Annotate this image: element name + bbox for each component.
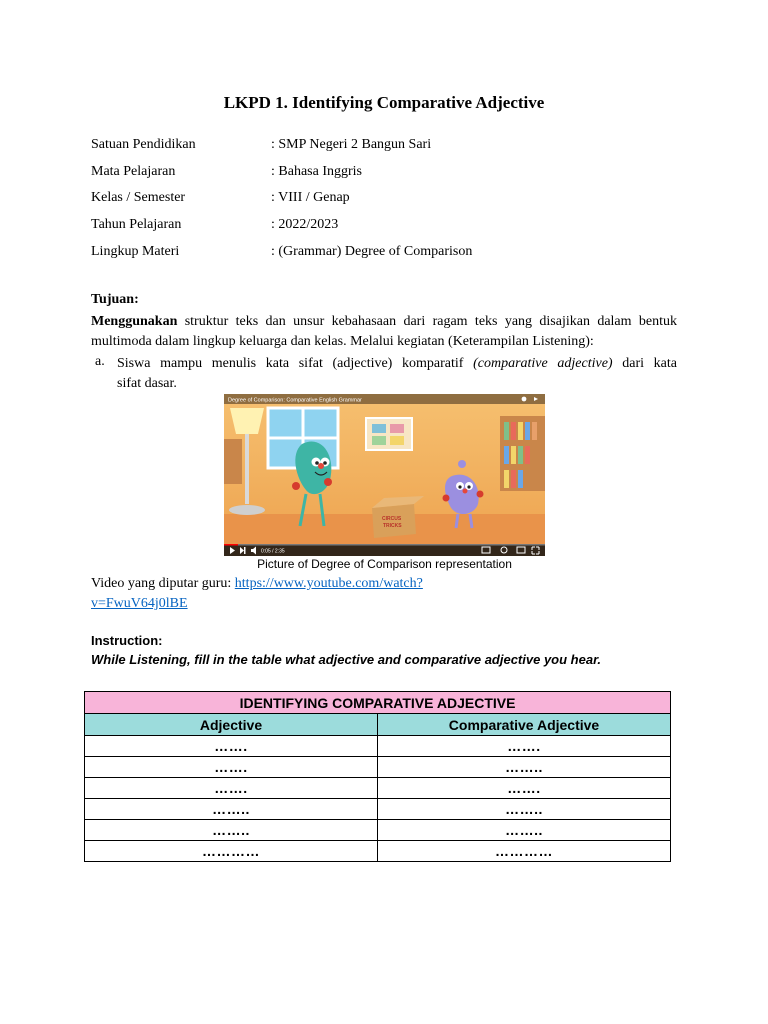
tujuan-paragraph-line1: [91, 312, 677, 332]
adjective-cell[interactable]: ……..: [85, 799, 378, 820]
comparative-cell[interactable]: …….: [378, 736, 671, 757]
video-illustration: [224, 394, 545, 556]
list-item-text-end: dari kata: [612, 356, 677, 371]
adjective-cell[interactable]: ……..: [85, 820, 378, 841]
document-title: LKPD 1. Identifying Comparative Adjective: [223, 93, 545, 112]
lamp-shade: [230, 408, 264, 434]
info-label: Satuan Pendidikan: [91, 137, 196, 152]
comparative-cell[interactable]: ……..: [378, 757, 671, 778]
tujuan-bold-lead: Menggunakan: [91, 314, 178, 329]
video-title-text: Degree of Comparison: Comparative English Grammar: [228, 397, 362, 404]
info-label: Lingkup Materi: [91, 244, 180, 259]
progress-bar: [224, 544, 238, 546]
clock-icon: [522, 397, 527, 402]
info-label: Mata Pelajaran: [91, 164, 176, 179]
tujuan-line1-rest: struktur teks dan unsur kebahasaan dari ragam teks yang disajikan dalam bentuk: [177, 314, 677, 329]
table-row: [85, 757, 671, 778]
tujuan-heading: Tujuan:: [91, 292, 139, 307]
table-row: [85, 820, 671, 841]
table-title: IDENTIFYING COMPARATIVE ADJECTIVE: [85, 692, 671, 714]
video-link-line1: [91, 574, 423, 594]
info-value: : 2022/2023: [271, 217, 339, 232]
adjective-cell[interactable]: …………: [85, 841, 378, 862]
video-label: Video yang diputar guru:: [91, 576, 235, 591]
comparative-cell[interactable]: ……..: [378, 799, 671, 820]
table-row: [85, 841, 671, 862]
info-value: : VIII / Genap: [271, 190, 350, 205]
image-caption: Picture of Degree of Comparison representation: [257, 557, 512, 571]
info-value: : (Grammar) Degree of Comparison: [271, 244, 473, 259]
video-time: 0:05 / 2:35: [261, 548, 285, 555]
box-label-2: TRICKS: [383, 523, 402, 529]
info-value: : Bahasa Inggris: [271, 164, 362, 179]
instruction-text: While Listening, fill in the table what adjective and comparative adjective you hear.: [91, 652, 602, 667]
video-link-continued[interactable]: v=FwuV64j0lBE: [91, 596, 188, 611]
info-label: Kelas / Semester: [91, 190, 186, 205]
picture-frame: [366, 418, 412, 450]
adjective-cell[interactable]: …….: [85, 778, 378, 799]
table-row: [85, 799, 671, 820]
info-label: Tahun Pelajaran: [91, 217, 182, 232]
comparative-cell[interactable]: ……..: [378, 820, 671, 841]
video-link-line2: [91, 594, 188, 614]
table-row: [85, 778, 671, 799]
info-value: : SMP Negeri 2 Bangun Sari: [271, 137, 432, 152]
list-item-line1: [117, 354, 677, 374]
tujuan-paragraph-line2: multimoda dalam lingkup keluarga dan kelas. Melalui kegiatan (Keterampilan Listening):: [91, 334, 594, 349]
list-item-text: Siswa mampu menulis kata sifat (adjective) komparatif: [117, 356, 474, 371]
comparative-cell[interactable]: …………: [378, 841, 671, 862]
table-row: [85, 736, 671, 757]
video-link[interactable]: https://www.youtube.com/watch?: [234, 576, 423, 591]
adjective-cell[interactable]: …….: [85, 736, 378, 757]
list-item-line2: sifat dasar.: [117, 376, 177, 391]
comparative-adjective-table: [84, 691, 671, 862]
adjective-cell[interactable]: …….: [85, 757, 378, 778]
list-item-italic: (comparative adjective): [473, 356, 613, 371]
list-marker: a.: [95, 354, 105, 369]
comparative-cell[interactable]: …….: [378, 778, 671, 799]
box-label-1: CIRCUS: [382, 516, 402, 522]
table-header-adjective: Adjective: [85, 714, 378, 736]
table-header-comparative: Comparative Adjective: [378, 714, 671, 736]
instruction-heading: Instruction:: [91, 633, 163, 648]
video-screenshot[interactable]: [224, 394, 545, 556]
